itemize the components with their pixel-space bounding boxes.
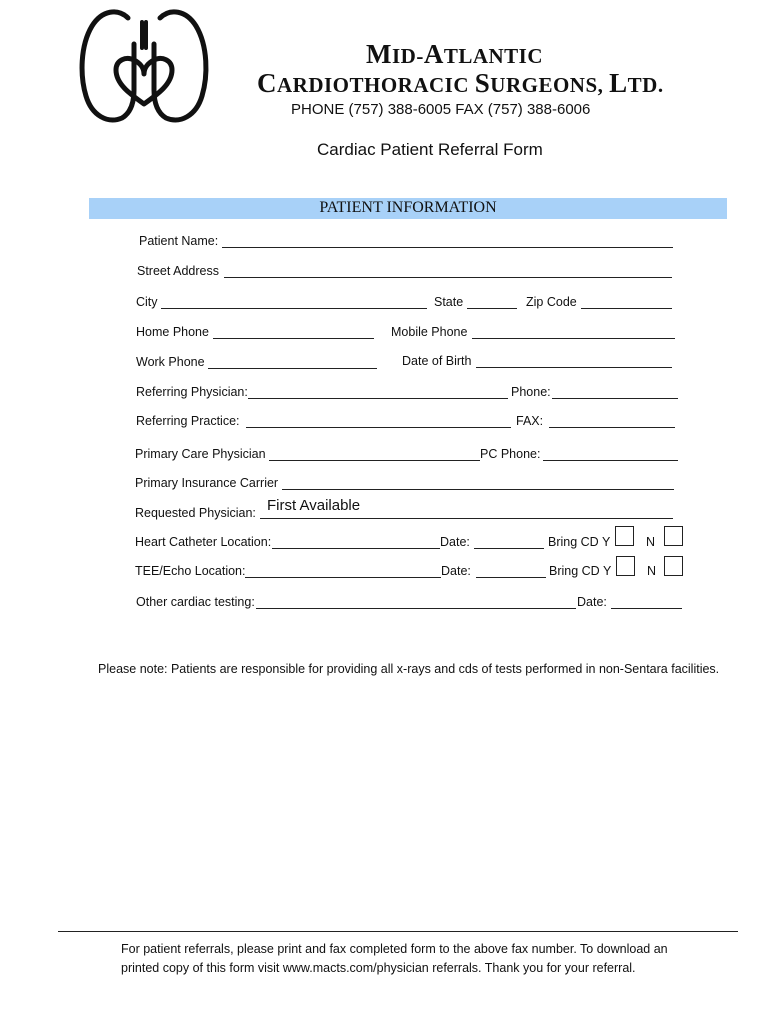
street-address-label: Street Address [137,264,219,278]
requested-physician-value[interactable]: First Available [267,497,361,514]
referring-physician-field[interactable] [248,398,508,399]
mobile-phone-label: Mobile Phone [391,325,468,339]
tee-echo-no-label: N [647,564,657,578]
heart-cath-cd-no-checkbox[interactable] [664,526,683,546]
heart-cath-date-label: Date: [440,535,470,549]
tee-echo-label: TEE/Echo Location: [135,564,246,578]
footer-line-1: For patient referrals, please print and fax completed form to the above fax number. To download an [121,942,668,956]
work-phone-label: Work Phone [136,355,205,369]
zip-label: Zip Code [526,295,577,309]
footer-line-2: printed copy of this form visit www.macts.com/physician referrals. Thank you for your referral. [121,961,636,975]
other-testing-date-label: Date: [577,595,607,609]
mobile-phone-field[interactable] [472,338,675,339]
section-title: PATIENT INFORMATION [319,199,497,216]
other-testing-date-field[interactable] [611,608,682,609]
home-phone-label: Home Phone [136,325,209,339]
heart-cath-date-field[interactable] [474,548,544,549]
pc-phone-field[interactable] [543,460,678,461]
tee-echo-field[interactable] [245,577,441,578]
tee-echo-cd-label: Bring CD Y [549,564,612,578]
heart-cath-cd-label: Bring CD Y [548,535,611,549]
heart-cath-label: Heart Catheter Location: [135,535,272,549]
heart-cath-cd-yes-checkbox[interactable] [615,526,634,546]
referring-physician-label: Referring Physician: [136,385,248,399]
footer-text [121,940,721,978]
company-name-line2: CARDIOTHORACIC SURGEONS, LTD. [257,68,664,98]
other-testing-label: Other cardiac testing: [136,595,255,609]
home-phone-field[interactable] [213,338,374,339]
pc-phone-label: PC Phone: [480,447,541,461]
pcp-label: Primary Care Physician [135,447,266,461]
city-label: City [136,295,158,309]
city-field[interactable] [161,308,427,309]
dob-field[interactable] [476,367,672,368]
work-phone-field[interactable] [208,368,377,369]
company-name-line1: MID-ATLANTIC [366,39,544,69]
tee-echo-date-field[interactable] [476,577,546,578]
pcp-field[interactable] [269,460,480,461]
patient-name-field[interactable] [222,247,673,248]
form-title: Cardiac Patient Referral Form [317,140,543,159]
patient-name-label: Patient Name: [139,234,219,248]
state-label: State [434,295,464,309]
referring-practice-label: Referring Practice: [136,414,240,428]
other-testing-field[interactable] [256,608,576,609]
referring-practice-field[interactable] [246,427,511,428]
footer-divider [58,931,738,932]
tee-echo-cd-no-checkbox[interactable] [664,556,683,576]
heart-cath-field[interactable] [272,548,440,549]
section-banner [89,198,727,219]
referring-phone-field[interactable] [552,398,678,399]
tee-echo-date-label: Date: [441,564,471,578]
zip-field[interactable] [581,308,672,309]
dob-label: Date of Birth [402,354,472,368]
requested-physician-field[interactable] [260,518,673,519]
tee-echo-cd-yes-checkbox[interactable] [616,556,635,576]
heart-cath-no-label: N [646,535,656,549]
insurance-label: Primary Insurance Carrier [135,476,279,490]
responsibility-note: Please note: Patients are responsible for providing all x-rays and cds of tests performed in non-Sentara facilities. [98,662,720,676]
requested-physician-label: Requested Physician: [135,506,256,520]
referring-fax-field[interactable] [549,427,675,428]
insurance-field[interactable] [282,489,674,490]
referring-fax-label: FAX: [516,414,544,428]
state-field[interactable] [467,308,517,309]
referring-phone-label: Phone: [511,385,551,399]
contact-info: PHONE (757) 388-6005 FAX (757) 388-6006 [291,101,591,118]
heart-lungs-logo-icon [78,4,210,128]
street-address-field[interactable] [224,277,672,278]
